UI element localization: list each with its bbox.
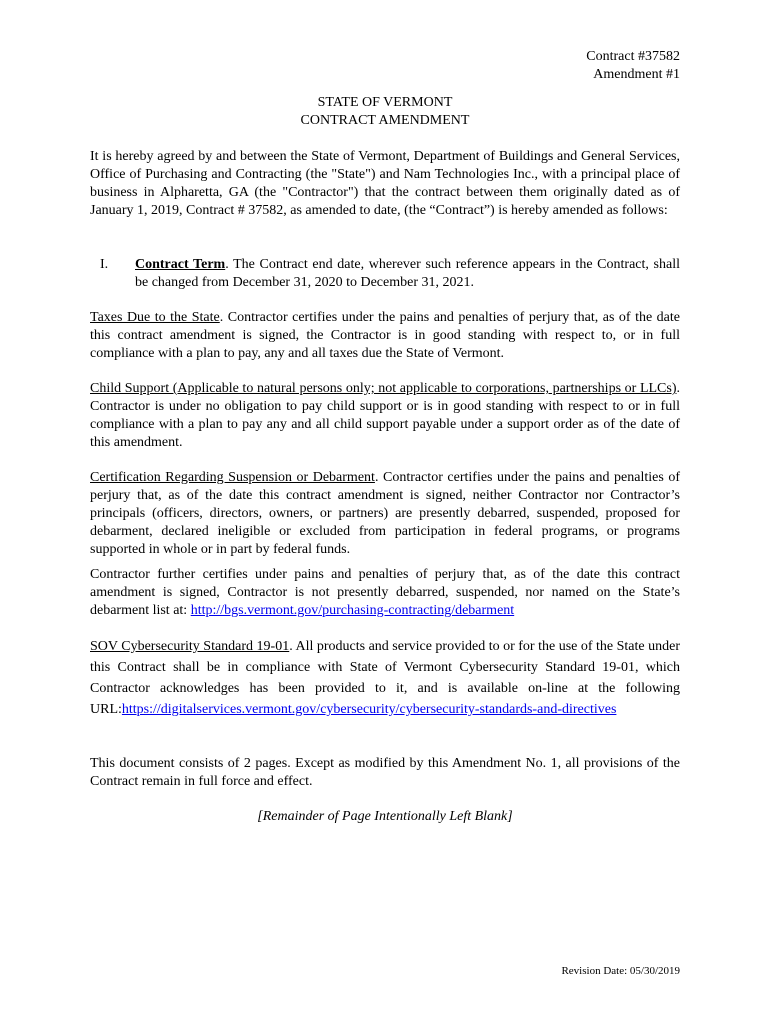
cybersecurity-link[interactable]: https://digitalservices.vermont.gov/cybersecurity/cybersecurity-standards-and-directives bbox=[121, 702, 617, 717]
remainder-blank-note: [Remainder of Page Intentionally Left Blank] bbox=[257, 809, 513, 824]
sov-cybersecurity-section bbox=[90, 636, 680, 720]
contract-term-heading: Contract Term bbox=[135, 257, 226, 272]
sov-text: . All products and service provided to or for the use of the State under this Contract shall be in compliance with State of Vermont Cybersecurity Standard 19-01, which Contractor acknowledges has been provided to it, and is available on-line at the following URL: bbox=[90, 639, 681, 717]
debarment-link[interactable]: http://bgs.vermont.gov/purchasing-contracting/debarment bbox=[190, 603, 515, 618]
child-support-text: . Contractor is under no obligation to pay child support or is in good standing with respect to or in full compliance with a plan to pay any and all child support payable under a support order as of the date of this amendment. bbox=[90, 381, 680, 450]
certification-text: . Contractor certifies under the pains and penalties of perjury that, as of the date this contract amendment is signed, neither Contractor nor Contractor’s principals (officers, directors, owners, or partners) are presently debarred, suspended, proposed for debarment, declared ineligible or excluded from participation in federal programs, or programs supported in whole or in part by federal funds. bbox=[90, 470, 680, 557]
child-support-section bbox=[90, 380, 680, 452]
child-support-heading: Child Support (Applicable to natural persons only; not applicable to corporations, partnerships or LLCs) bbox=[90, 381, 677, 396]
contract-number: Contract #37582 bbox=[586, 49, 680, 64]
certification-section bbox=[90, 469, 680, 559]
sov-heading: SOV Cybersecurity Standard 19-01 bbox=[90, 639, 290, 654]
closing-paragraph: This document consists of 2 pages. Except as modified by this Amendment No. 1, all provisions of the Contract remain in full force and effect. bbox=[90, 756, 680, 789]
contract-term-text: . The Contract end date, wherever such reference appears in the Contract, shall be changed from December 31, 2020 to December 31, 2021. bbox=[135, 257, 680, 290]
revision-date: Revision Date: 05/30/2019 bbox=[561, 965, 680, 977]
taxes-heading: Taxes Due to the State bbox=[90, 310, 220, 325]
contract-term-section bbox=[135, 256, 680, 292]
taxes-section bbox=[90, 309, 680, 363]
contract-header bbox=[586, 48, 680, 84]
taxes-text: . Contractor certifies under the pains and penalties of perjury that, as of the date this contract amendment is signed, the Contractor is in good standing with respect to, or in full compliance with a plan to pay, any and all taxes due the State of Vermont. bbox=[90, 310, 680, 361]
title-line-2: CONTRACT AMENDMENT bbox=[300, 113, 470, 128]
further-text: Contractor further certifies under pains and penalties of perjury that, as of the date this contract amendment is signed, Contractor is not presently debarred, suspended, nor named on the State’s debarment list at: bbox=[90, 567, 680, 618]
further-certification-section bbox=[90, 566, 680, 620]
section-number: I. bbox=[100, 257, 109, 272]
title-line-1: STATE OF VERMONT bbox=[317, 95, 453, 110]
document-title bbox=[0, 94, 770, 130]
amendment-number: Amendment #1 bbox=[593, 67, 680, 82]
intro-paragraph: It is hereby agreed by and between the State of Vermont, Department of Buildings and General Services, Office of Purchasing and Contracting (the "State") and Nam Technologies Inc., with a principal place of business in Alpharetta, GA (the "Contractor") that the contract between them originally dated as of January 1, 2019, Contract # 37582, as amended to date, (the “Contract”) is hereby amended as follows: bbox=[90, 149, 680, 218]
certification-heading: Certification Regarding Suspension or Debarment bbox=[90, 470, 375, 485]
